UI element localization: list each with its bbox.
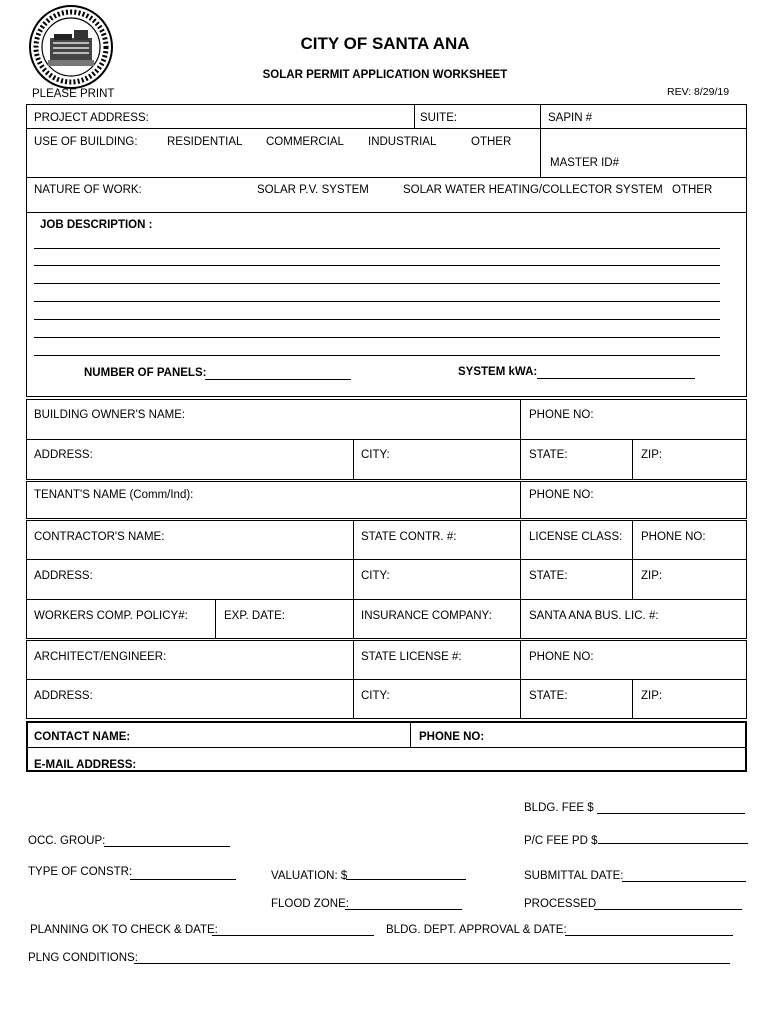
- contractor-city-label: CITY:: [361, 570, 390, 582]
- architect-city-label: CITY:: [361, 690, 390, 702]
- contractor-zip-label: ZIP:: [641, 570, 663, 582]
- number-of-panels-label: NUMBER OF PANELS:: [84, 367, 207, 379]
- processed-input[interactable]: [595, 894, 741, 908]
- tenant-phone-label: PHONE NO:: [529, 489, 594, 501]
- pc-fee-label: P/C FEE PD $: [524, 835, 598, 847]
- plng-conditions-label: PLNG CONDITIONS:: [28, 952, 138, 964]
- use-option-industrial[interactable]: INDUSTRIAL: [368, 136, 437, 148]
- use-option-other[interactable]: OTHER: [471, 136, 512, 148]
- please-print-label: PLEASE PRINT: [32, 88, 115, 100]
- santa-ana-bus-lic-label: SANTA ANA BUS. LIC. #:: [529, 610, 659, 622]
- work-option-solar-pv[interactable]: SOLAR P.V. SYSTEM: [257, 184, 369, 196]
- sapin-input[interactable]: [596, 108, 742, 126]
- owner-state-label: STATE:: [529, 449, 568, 461]
- architect-zip-label: ZIP:: [641, 690, 663, 702]
- valuation-input[interactable]: [347, 864, 465, 878]
- work-option-other[interactable]: OTHER: [672, 184, 713, 196]
- system-kwa-label: SYSTEM kWA:: [458, 366, 538, 378]
- system-kwa-input[interactable]: [539, 363, 693, 378]
- form-title: SOLAR PERMIT APPLICATION WORKSHEET: [262, 69, 508, 81]
- valuation-label: VALUATION: $: [271, 870, 348, 882]
- occ-group-label: OCC. GROUP:: [28, 835, 106, 847]
- suite-input[interactable]: [462, 108, 536, 126]
- contact-phone-label: PHONE NO:: [419, 731, 485, 743]
- workers-comp-label: WORKERS COMP. POLICY#:: [34, 610, 188, 622]
- pc-fee-input[interactable]: [600, 828, 746, 842]
- email-address-input[interactable]: [138, 753, 738, 769]
- bldg-fee-input[interactable]: [598, 798, 744, 812]
- sapin-label: SAPIN #: [548, 112, 593, 124]
- contractor-phone-label: PHONE NO:: [641, 531, 706, 543]
- processed-label: PROCESSED: [524, 898, 597, 910]
- plng-conditions-input[interactable]: [135, 948, 729, 962]
- work-option-solar-water-heating[interactable]: SOLAR WATER HEATING/COLLECTOR SYSTEM: [403, 184, 663, 196]
- submittal-date-label: SUBMITTAL DATE:: [524, 870, 624, 882]
- owner-city-label: CITY:: [361, 449, 390, 461]
- master-id-label: MASTER ID#: [550, 157, 620, 169]
- planning-ok-input[interactable]: [213, 920, 373, 934]
- owner-phone-input[interactable]: [529, 423, 739, 437]
- contact-name-label: CONTACT NAME:: [34, 731, 131, 743]
- flood-zone-input[interactable]: [346, 894, 461, 908]
- city-title: CITY OF SANTA ANA: [300, 34, 470, 53]
- project-address-label: PROJECT ADDRESS:: [34, 112, 149, 124]
- contractor-address-label: ADDRESS:: [34, 570, 93, 582]
- architect-phone-label: PHONE NO:: [529, 651, 594, 663]
- occ-group-input[interactable]: [105, 831, 229, 845]
- bldg-dept-approval-label: BLDG. DEPT. APPROVAL & DATE:: [386, 924, 567, 936]
- bldg-dept-approval-input[interactable]: [566, 920, 732, 934]
- planning-ok-label: PLANNING OK TO CHECK & DATE:: [30, 924, 218, 936]
- architect-state-license-label: STATE LICENSE #:: [361, 651, 462, 663]
- insurance-company-label: INSURANCE COMPANY:: [361, 610, 492, 622]
- type-of-constr-label: TYPE OF CONSTR:: [28, 866, 133, 878]
- owner-name-label: BUILDING OWNER'S NAME:: [34, 409, 186, 421]
- contractor-state-contr-label: STATE CONTR. #:: [361, 531, 457, 543]
- use-option-commercial[interactable]: COMMERCIAL: [266, 136, 344, 148]
- email-address-label: E-MAIL ADDRESS:: [34, 759, 137, 771]
- architect-state-label: STATE:: [529, 690, 568, 702]
- bldg-fee-label: BLDG. FEE $: [524, 802, 594, 814]
- architect-name-label: ARCHITECT/ENGINEER:: [34, 651, 167, 663]
- architect-address-label: ADDRESS:: [34, 690, 93, 702]
- owner-zip-label: ZIP:: [641, 449, 663, 461]
- contractor-name-label: CONTRACTOR'S NAME:: [34, 531, 165, 543]
- job-description-input[interactable]: [34, 234, 724, 362]
- exp-date-label: EXP. DATE:: [224, 610, 285, 622]
- owner-name-input[interactable]: [34, 423, 514, 437]
- contact-phone-input[interactable]: [486, 727, 741, 744]
- revision-label: REV: 8/29/19: [667, 86, 730, 98]
- use-option-residential[interactable]: RESIDENTIAL: [167, 136, 243, 148]
- contractor-license-class-label: LICENSE CLASS:: [529, 531, 623, 543]
- use-of-building-label: USE OF BUILDING:: [34, 136, 138, 148]
- contact-name-input[interactable]: [132, 727, 404, 744]
- owner-address-label: ADDRESS:: [34, 449, 93, 461]
- nature-of-work-label: NATURE OF WORK:: [34, 184, 142, 196]
- number-of-panels-input[interactable]: [207, 364, 349, 379]
- job-description-label: JOB DESCRIPTION :: [40, 219, 153, 231]
- type-of-constr-input[interactable]: [131, 864, 235, 878]
- submittal-date-input[interactable]: [623, 866, 745, 880]
- flood-zone-label: FLOOD ZONE:: [271, 898, 349, 910]
- tenant-name-label: TENANT'S NAME (Comm/Ind):: [34, 489, 194, 501]
- suite-label: SUITE:: [420, 112, 458, 124]
- contractor-state-label: STATE:: [529, 570, 568, 582]
- project-address-input[interactable]: [150, 108, 408, 126]
- owner-phone-label: PHONE NO:: [529, 409, 594, 421]
